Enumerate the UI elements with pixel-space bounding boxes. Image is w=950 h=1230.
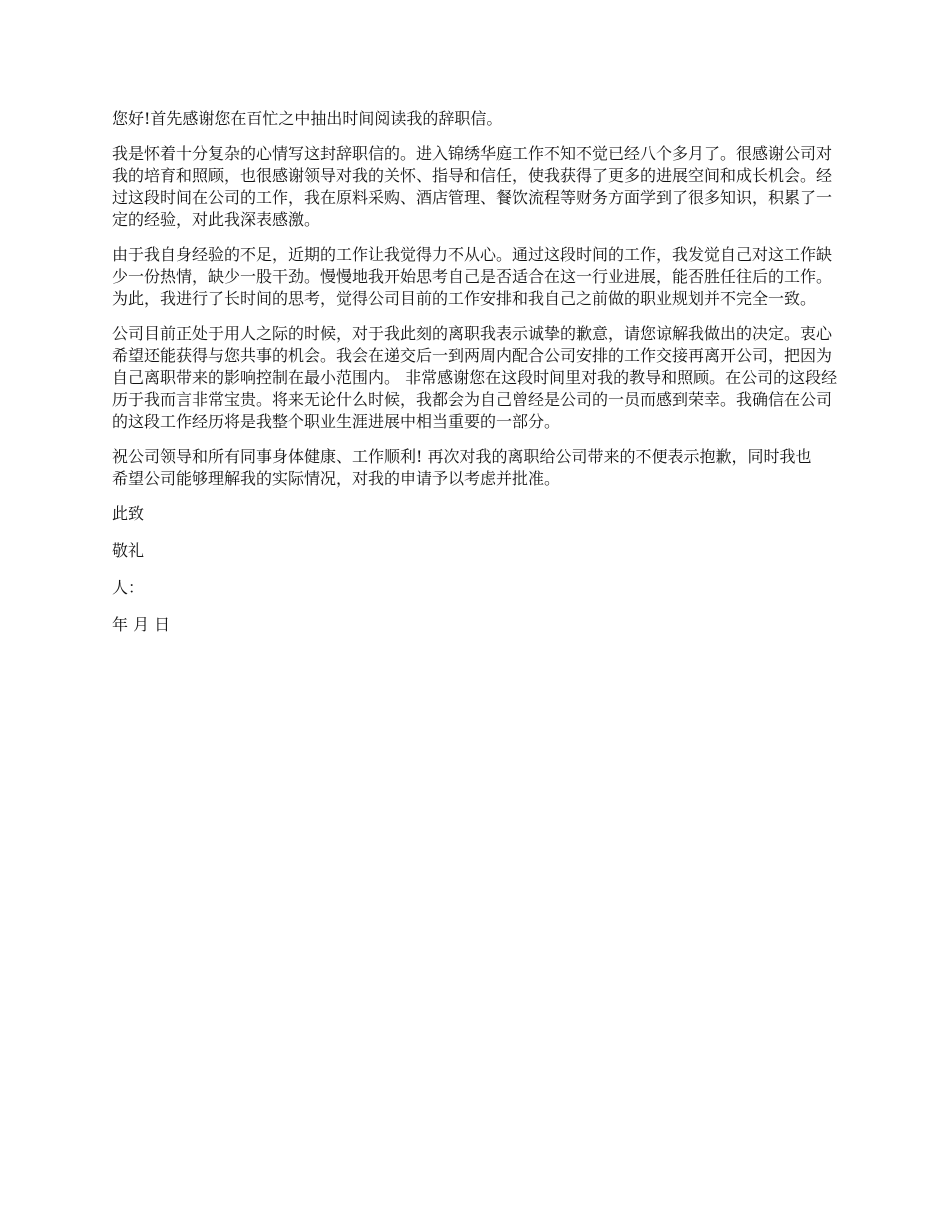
letter-paragraph-2: 由于我自身经验的不足，近期的工作让我觉得力不从心。通过这段时间的工作，我发觉自己对这工作缺少一份热情，缺少一股干劲。慢慢地我开始思考自己是否适合在这一行业进展，能否胜任往后的工作。为此，我进行了长时间的思考，觉得公司目前的工作安排和我自己之前做的职业规划并不完全一致。 (112, 245, 833, 308)
letter-paragraph-3: 公司目前正处于用人之际的时候，对于我此刻的离职我表示诚挚的歉意，请您谅解我做出的决定。衷心希望还能获得与您共事的机会。我会在递交后一到两周内配合公司安排的工作交接再离开公司，把因为自己离职带来的影响控制在最小范围内。 非常感谢您在这段时间里对我的教导和照顾。在公司的这段经历于我而言非常宝贵。将来无论什么时候，我都会为自己曾经是公司的一员而感到荣幸。我确信在公司的这段工作经历将是我整个职业生涯进展中相当重要的一部分。 (112, 324, 838, 431)
letter-closing-cizhi: 此致 (112, 504, 145, 523)
letter-signature: 人： (112, 578, 145, 597)
letter-paragraph-1: 我是怀着十分复杂的心情写这封辞职信的。进入锦绣华庭工作不知不觉已经八个多月了。很感谢公司对我的培育和照顾，也很感谢领导对我的关怀、指导和信任，使我获得了更多的进展空间和成长机会。经过这段时间在公司的工作，我在原料采购、酒店管理、餐饮流程等财务方面学到了很多知识，积累了一定的经验，对此我深表感激。 (112, 144, 833, 229)
resignation-letter (112, 108, 842, 651)
letter-date: 年 月 日 (112, 615, 171, 634)
letter-greeting: 您好!首先感谢您在百忙之中抽出时间阅读我的辞职信。 (112, 109, 503, 128)
letter-paragraph-4: 祝公司领导和所有同事身体健康、工作顺利! 再次对我的离职给公司带来的不便表示抱歉，同时我也希望公司能够理解我的实际情况，对我的申请予以考虑并批准。 (112, 447, 812, 488)
letter-closing-jingli: 敬礼 (112, 541, 145, 560)
